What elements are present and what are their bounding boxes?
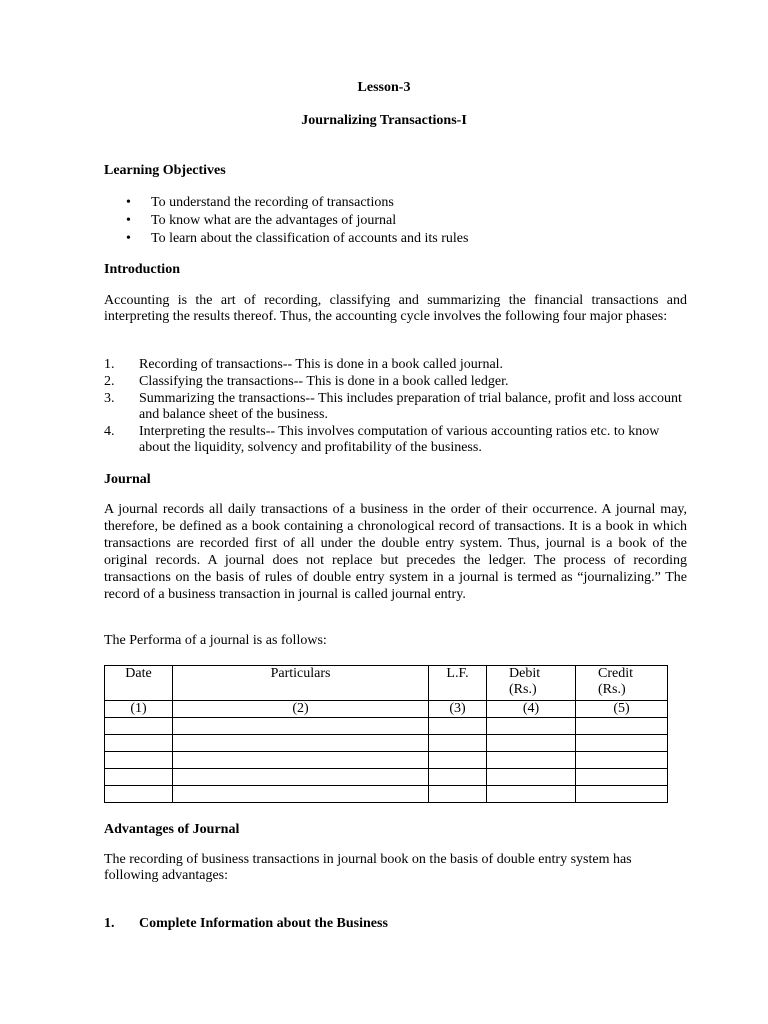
phase-text: Recording of transactions-- This is done in a book called journal. xyxy=(139,357,504,372)
table-cell xyxy=(487,752,576,769)
table-row xyxy=(105,718,668,735)
objective-text: To learn about the classification of accounts and its rules xyxy=(151,231,469,246)
phase-text: Summarizing the transactions-- This includes preparation of trial balance, profit and loss account and balance sheet of the business. xyxy=(139,391,682,422)
bullet-icon: • xyxy=(126,231,131,246)
table-cell xyxy=(487,735,576,752)
col-number: (2) xyxy=(173,701,429,718)
introduction-heading: Introduction xyxy=(104,262,180,277)
advantage-point-number: 1. xyxy=(104,916,115,931)
table-cell xyxy=(105,769,173,786)
col-number: (5) xyxy=(576,701,668,718)
table-cell xyxy=(105,735,173,752)
table-cell xyxy=(487,769,576,786)
table-row xyxy=(105,769,668,786)
table-cell xyxy=(429,735,487,752)
journal-performa-table xyxy=(104,665,668,803)
table-cell xyxy=(576,735,668,752)
header-debit: Debit (Rs.) xyxy=(487,666,576,701)
journal-paragraph: A journal records all daily transactions of a business in the order of their occurrence. A journal may, therefore, be defined as a book containing a chronological record of transactions. It is a book in which transactions are recorded first of all under the double entry system. Thus, journal is a book of the original records. A journal does not replace but precedes the ledger. The process of recording transactions on the basis of rules of double entry system in a journal is termed as “journalizing.” The record of a business transaction in journal is called journal entry. xyxy=(104,502,687,602)
table-cell xyxy=(105,718,173,735)
col-number: (1) xyxy=(105,701,173,718)
table-cell xyxy=(173,752,429,769)
phase-number: 2. xyxy=(104,374,115,389)
introduction-paragraph: Accounting is the art of recording, classifying and summarizing the financial transactions and interpreting the results thereof. Thus, the accounting cycle involves the following four major phases: xyxy=(104,293,687,324)
table-cell xyxy=(576,786,668,803)
table-cell xyxy=(487,718,576,735)
table-cell xyxy=(105,752,173,769)
table-cell xyxy=(576,769,668,786)
phase-number: 4. xyxy=(104,424,115,439)
objectives-heading: Learning Objectives xyxy=(104,163,226,178)
bullet-icon: • xyxy=(126,195,131,210)
lesson-number: Lesson-3 xyxy=(357,80,411,95)
phase-number: 3. xyxy=(104,391,115,406)
objective-item xyxy=(104,231,664,247)
header-particulars: Particulars xyxy=(173,666,429,701)
phase-text: Interpreting the results-- This involves computation of various accounting ratios etc. to know about the liquidity, solvency and profitability of the business. xyxy=(139,424,660,455)
table-row xyxy=(105,752,668,769)
objective-item xyxy=(104,213,664,229)
table-cell xyxy=(173,735,429,752)
table-row xyxy=(105,735,668,752)
table-cell xyxy=(429,786,487,803)
table-header-row xyxy=(105,666,668,701)
advantage-point-title: Complete Information about the Business xyxy=(139,916,388,931)
header-lf: L.F. xyxy=(429,666,487,701)
performa-intro: The Performa of a journal is as follows: xyxy=(104,633,327,648)
table-cell xyxy=(487,786,576,803)
table-cell xyxy=(173,786,429,803)
table-row xyxy=(105,701,668,718)
bullet-icon: • xyxy=(126,213,131,228)
phase-number: 1. xyxy=(104,357,115,372)
header-date: Date xyxy=(105,666,173,701)
table-cell xyxy=(105,786,173,803)
lesson-title: Journalizing Transactions-I xyxy=(301,113,467,128)
table-cell xyxy=(576,752,668,769)
objective-item xyxy=(104,195,664,211)
journal-heading: Journal xyxy=(104,472,151,487)
col-number: (3) xyxy=(429,701,487,718)
table-row xyxy=(105,786,668,803)
table-cell xyxy=(576,718,668,735)
advantages-paragraph: The recording of business transactions in journal book on the basis of double entry system has following advantages: xyxy=(104,852,632,883)
objective-text: To understand the recording of transactions xyxy=(151,195,394,210)
table-cell xyxy=(429,769,487,786)
table-cell xyxy=(173,718,429,735)
header-credit: Credit (Rs.) xyxy=(576,666,668,701)
col-number: (4) xyxy=(487,701,576,718)
advantages-heading: Advantages of Journal xyxy=(104,822,240,837)
phase-text: Classifying the transactions-- This is done in a book called ledger. xyxy=(139,374,509,389)
table-cell xyxy=(429,718,487,735)
objective-text: To know what are the advantages of journal xyxy=(151,213,397,228)
table-cell xyxy=(173,769,429,786)
table-cell xyxy=(429,752,487,769)
